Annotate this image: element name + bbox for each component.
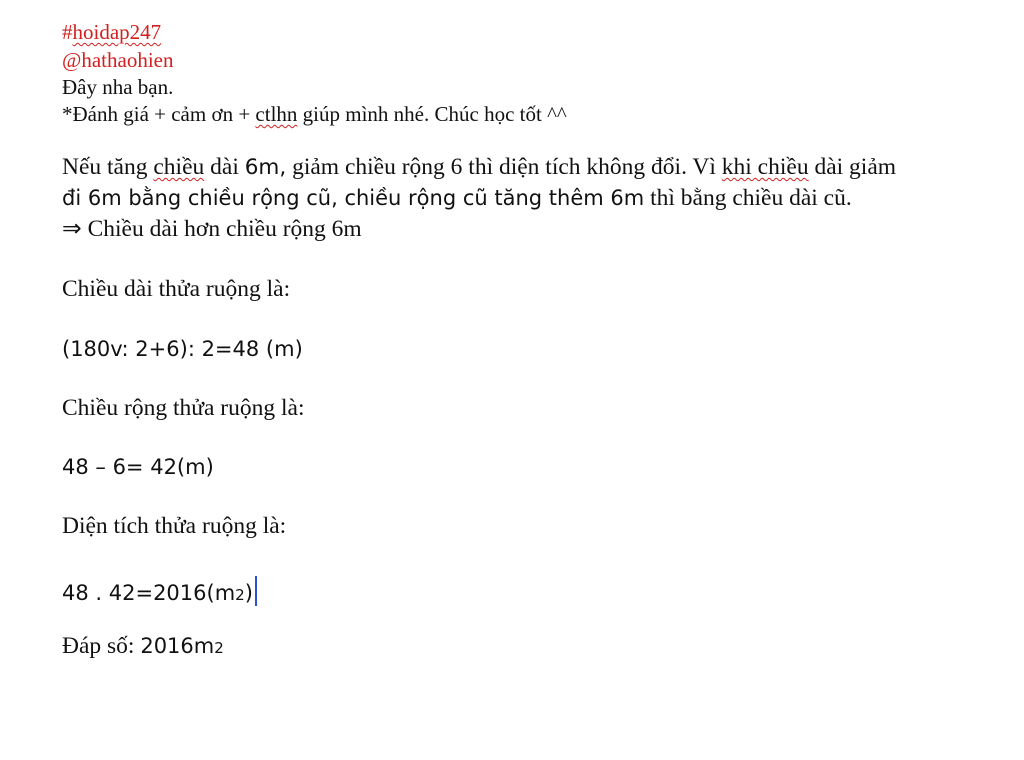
answer-label: Đáp số: [62, 633, 141, 659]
text-run: đi 6m bằng chiều rộng cũ, chiều rộng cũ tăng thêm 6m [62, 186, 645, 210]
request-line [62, 104, 567, 125]
request-text-start: *Đánh giá + cảm ơn + [62, 102, 256, 126]
hashtag-word: hoidap247 [72, 20, 162, 44]
unit-exponent: 2 [235, 586, 245, 604]
text-run: 48 . 42=2016(m [62, 581, 236, 605]
text-run: dài [204, 154, 245, 180]
text-run: thì bằng chiều dài cũ. [644, 185, 852, 211]
text-run: khi chiều [721, 154, 809, 180]
paragraph-line-1 [62, 156, 896, 180]
hashtag-line [62, 22, 161, 43]
hashtag-prefix: # [62, 20, 73, 44]
step-1-label: Chiều dài thửa ruộng là: [62, 276, 291, 302]
text-run: giảm [286, 154, 345, 180]
step-1-calculation: (180v: 2+6): 2=48 (m) [62, 337, 303, 361]
text-run: chiều [344, 154, 396, 180]
conclusion-line: ⇒ Chiều dài hơn chiều rộng 6m [62, 216, 362, 242]
text-run: 6m, [244, 155, 287, 180]
text-run: ) [244, 581, 253, 605]
request-abbrev: ctlhn [255, 102, 298, 126]
text-cursor[interactable] [255, 576, 257, 606]
intro-text: Đây nha bạn. [62, 75, 174, 99]
step-2-calculation: 48 – 6= 42(m) [62, 455, 214, 479]
step-3-label: Diện tích thửa ruộng là: [62, 513, 287, 539]
answer-value: 2016m [140, 634, 215, 658]
step-2-label: Chiều rộng thửa ruộng là: [62, 395, 305, 421]
unit-exponent: 2 [214, 639, 224, 657]
text-run: rộng 6 thì diện tích không đổi. Vì [395, 154, 722, 180]
step-3-calculation [62, 576, 257, 606]
paragraph-line-2 [62, 187, 852, 211]
author-handle: @hathaohien [62, 48, 174, 72]
final-answer [62, 635, 224, 659]
request-text-end: giúp mình nhé. Chúc học tốt ^^ [297, 102, 567, 126]
text-run: dài giảm [808, 154, 897, 180]
text-run: chiều [153, 154, 205, 180]
text-run: Nếu tăng [62, 154, 154, 180]
